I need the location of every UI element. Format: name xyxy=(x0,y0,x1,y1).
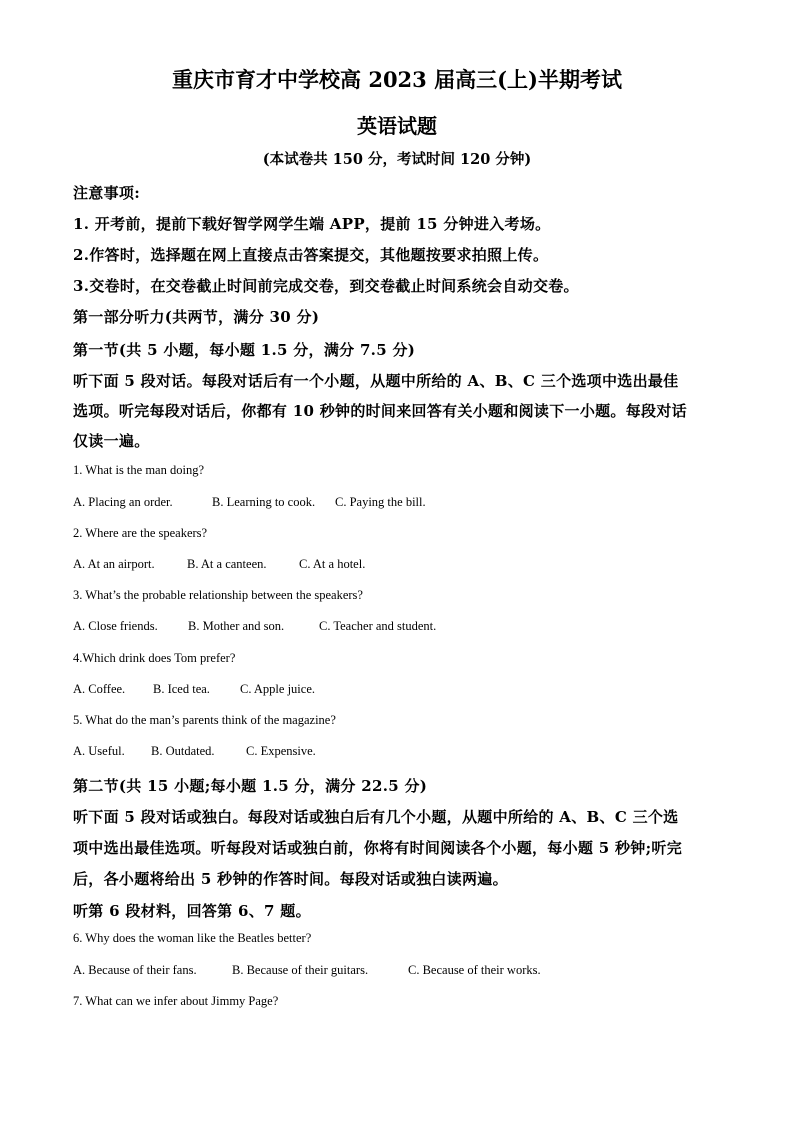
question-7: 7. What can we infer about Jimmy Page? xyxy=(73,994,279,1008)
option-a: A. Coffee. xyxy=(73,682,126,696)
question-4: 4.Which drink does Tom prefer? xyxy=(73,651,236,665)
option-a: A. At an airport. xyxy=(73,557,155,571)
notice-item-3: 3.交卷时，在交卷截止时间前完成交卷，到交卷截止时间系统会自动交卷。 xyxy=(73,277,579,295)
question-2: 2. Where are the speakers? xyxy=(73,526,208,540)
section2-heading: 第二节(共 15 小题;每小题 1.5 分，满分 22.5 分) xyxy=(73,777,428,795)
question-4-options xyxy=(73,682,315,697)
question-2-options xyxy=(73,557,365,572)
exam-title: 重庆市育才中学校高 2023 届高三(上)半期考试 xyxy=(172,67,622,92)
notice-item-2: 2.作答时，选择题在网上直接点击答案提交，其他题按要求拍照上传。 xyxy=(73,246,549,264)
question-1-options xyxy=(73,495,426,510)
exam-subject: 英语试题 xyxy=(357,114,437,138)
section1-heading: 第一节(共 5 小题，每小题 1.5 分，满分 7.5 分) xyxy=(73,341,416,359)
option-a: A. Useful. xyxy=(73,744,125,758)
option-b: B. Iced tea. xyxy=(153,682,210,696)
exam-info: (本试卷共 150 分，考试时间 120 分钟) xyxy=(262,151,532,168)
option-a: A. Close friends. xyxy=(73,619,158,633)
notice-item-1: 1. 开考前，提前下载好智学网学生端 APP，提前 15 分钟进入考场。 xyxy=(73,215,551,233)
question-1: 1. What is the man doing? xyxy=(73,463,204,477)
notice-heading: 注意事项: xyxy=(73,184,141,202)
option-b: B. At a canteen. xyxy=(187,557,267,571)
question-3: 3. What’s the probable relationship between the speakers? xyxy=(73,588,363,602)
question-3-options xyxy=(73,619,436,634)
question-6: 6. Why does the woman like the Beatles better? xyxy=(73,931,312,945)
section1-instruction-line: 听下面 5 段对话。每段对话后有一个小题，从题中所给的 A、B、C 三个选项中选出最佳 xyxy=(73,372,679,390)
option-c: C. Because of their works. xyxy=(408,963,541,977)
question-5: 5. What do the man’s parents think of the magazine? xyxy=(73,713,336,727)
section2-instruction-line: 项中选出最佳选项。听每段对话或独白前，你将有时间阅读各个小题，每小题 5 秒钟;听完 xyxy=(73,839,683,857)
material-heading: 听第 6 段材料，回答第 6、7 题。 xyxy=(73,902,311,920)
section1-instruction-line: 仅读一遍。 xyxy=(73,432,150,450)
option-b: B. Because of their guitars. xyxy=(232,963,369,977)
question-6-options xyxy=(73,963,541,978)
part1-heading: 第一部分听力(共两节，满分 30 分) xyxy=(73,308,320,326)
option-b: B. Learning to cook. xyxy=(212,495,316,509)
option-b: B. Outdated. xyxy=(151,744,215,758)
option-c: C. Paying the bill. xyxy=(335,495,426,509)
section2-instruction-line: 后，各小题将给出 5 秒钟的作答时间。每段对话或独白读两遍。 xyxy=(73,870,508,888)
option-c: C. Teacher and student. xyxy=(319,619,437,633)
option-c: C. Apple juice. xyxy=(240,682,315,696)
section1-instruction-line: 选项。听完每段对话后，你都有 10 秒钟的时间来回答有关小题和阅读下一小题。每段对话 xyxy=(73,402,687,420)
option-c: C. Expensive. xyxy=(246,744,316,758)
section2-instruction-line: 听下面 5 段对话或独白。每段对话或独白后有几个小题，从题中所给的 A、B、C 三个选 xyxy=(73,808,679,826)
option-c: C. At a hotel. xyxy=(299,557,366,571)
option-a: A. Placing an order. xyxy=(73,495,173,509)
question-5-options xyxy=(73,744,316,759)
option-b: B. Mother and son. xyxy=(188,619,285,633)
option-a: A. Because of their fans. xyxy=(73,963,197,977)
